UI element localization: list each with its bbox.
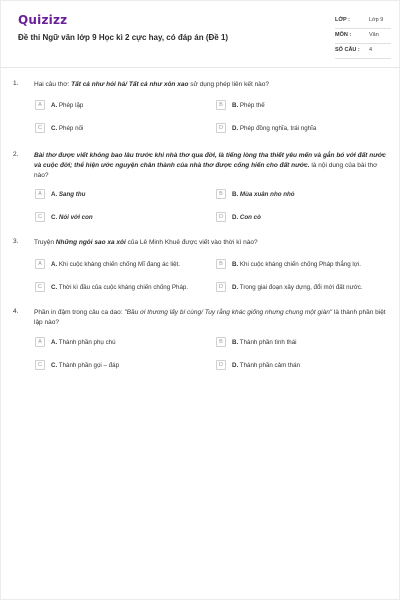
option-value: Trong giai đoạn xây dựng, đổi mới đất nước. (239, 283, 363, 291)
option-value: Khi cuộc kháng chiến chống Mĩ đang ác liệt. (58, 260, 180, 268)
option-c[interactable] (35, 358, 119, 372)
option-value: Phép lặp (58, 101, 84, 109)
option-value: Thành phần cảm thán (239, 361, 300, 369)
option-c[interactable] (35, 280, 188, 294)
option-label: C. (51, 361, 58, 369)
option-label: B. (232, 338, 239, 346)
option-letter-box: B (216, 259, 226, 269)
question-text-emphasis: Những ngôi sao xa xôi (55, 239, 126, 246)
option-letter-box: C (35, 282, 45, 292)
option-letter-box: B (216, 337, 226, 347)
option-letter-box: A (35, 337, 45, 347)
question-text-emphasis: "Bầu ơi thương lấy bí cùng/ Tuy rằng khác giống nhưng chung một giàn" (124, 309, 333, 316)
option-text (51, 339, 116, 346)
option-d[interactable] (216, 210, 261, 224)
option-letter-box: B (216, 189, 226, 199)
option-label: D. (232, 283, 239, 291)
meta-label: MÔN : (335, 32, 352, 38)
meta-row-class (335, 15, 391, 29)
option-a[interactable] (35, 187, 85, 201)
meta-row-count (335, 45, 391, 59)
option-text (232, 261, 361, 268)
worksheet-title: Đề thi Ngữ văn lớp 9 Học kì 2 cực hay, có đáp án (Đề 1) (18, 33, 229, 42)
option-letter-box: C (35, 212, 45, 222)
option-letter-box: A (35, 100, 45, 110)
option-label: D. (232, 361, 239, 369)
meta-value: Văn (369, 32, 379, 38)
option-text (51, 191, 85, 198)
option-letter-box: B (216, 100, 226, 110)
question-text-post: của Lê Minh Khuê được viết vào thời kì nào? (125, 239, 258, 246)
option-text (232, 102, 265, 109)
header-divider (1, 67, 400, 68)
option-text (232, 191, 295, 198)
question-number: 1. (13, 80, 19, 87)
option-value: Thành phần gọi – đáp (58, 361, 120, 369)
option-d[interactable] (216, 358, 300, 372)
option-value: Sang thu (58, 190, 86, 198)
question-text-post: sử dụng phép liên kết nào? (188, 81, 270, 88)
option-label: C. (51, 213, 58, 221)
option-label: A. (51, 338, 58, 346)
option-label: A. (51, 190, 58, 198)
option-letter-box: A (35, 259, 45, 269)
option-text (51, 261, 180, 268)
option-value: Nói với con (58, 213, 93, 221)
meta-label: LỚP : (335, 17, 350, 23)
question-text-emphasis: Bài thơ được viết không bao lâu trước khi nhà thơ qua đời, là tiếng lòng tha thiết yêu mến và gắn bó với đất nước và cuộc đời; thể hiện ước nguyện chân thành của nhà thơ được cống hiến cho đất nước. (34, 152, 386, 169)
option-value: Phép nối (58, 124, 84, 132)
option-value: Phép thế (239, 101, 265, 109)
option-letter-box: D (216, 123, 226, 133)
question-text (34, 308, 389, 328)
option-a[interactable] (35, 257, 180, 271)
option-letter-box: A (35, 189, 45, 199)
option-label: B. (232, 101, 239, 109)
option-b[interactable] (216, 187, 295, 201)
meta-row-subject (335, 30, 391, 44)
option-a[interactable] (35, 335, 116, 349)
option-letter-box: D (216, 212, 226, 222)
option-value: Khi cuộc kháng chiến chống Pháp thắng lợi. (239, 260, 361, 268)
option-label: C. (51, 283, 58, 291)
option-text (51, 125, 83, 132)
option-text (51, 214, 93, 221)
option-label: D. (232, 213, 239, 221)
option-label: B. (232, 260, 239, 268)
question-text-emphasis: Tất cả như hỏi hả/ Tất cả như xôn xao (71, 81, 189, 88)
option-c[interactable] (35, 210, 93, 224)
option-letter-box: D (216, 282, 226, 292)
question-number: 2. (13, 151, 19, 158)
meta-box (335, 15, 391, 60)
option-label: A. (51, 101, 58, 109)
option-label: D. (232, 124, 239, 132)
option-d[interactable] (216, 121, 316, 135)
option-value: Con cò (239, 213, 261, 221)
question-text-post: là thành phần biệt lập nào? (34, 309, 386, 326)
option-value: Thành phần phụ chú (58, 338, 116, 346)
option-text (232, 284, 363, 291)
option-c[interactable] (35, 121, 83, 135)
option-text (232, 214, 261, 221)
option-text (51, 362, 119, 369)
option-value: Thành phần tình thái (239, 338, 297, 346)
option-label: A. (51, 260, 58, 268)
question-text (34, 151, 389, 181)
option-b[interactable] (216, 335, 297, 349)
option-label: C. (51, 124, 58, 132)
meta-value: Lớp 9 (369, 17, 384, 23)
question-text (34, 80, 389, 90)
option-text (51, 284, 188, 291)
quizizz-logo: Quizizz (18, 13, 68, 27)
question-number: 4. (13, 308, 19, 315)
option-a[interactable] (35, 98, 83, 112)
question-text-pre: Phần in đậm trong câu ca dao: (34, 309, 125, 316)
meta-label: SỐ CÂU : (335, 47, 360, 53)
option-b[interactable] (216, 257, 361, 271)
option-text (232, 125, 316, 132)
option-b[interactable] (216, 98, 265, 112)
question-text (34, 238, 389, 248)
option-value: Mùa xuân nho nhỏ (239, 190, 295, 198)
question-text-post: là nội dung của bài thơ nào? (34, 162, 378, 179)
option-text (232, 339, 297, 346)
option-text (51, 102, 83, 109)
option-d[interactable] (216, 280, 363, 294)
option-value: Thời kì đầu của cuộc kháng chiến chống Pháp. (58, 283, 189, 291)
question-number: 3. (13, 238, 19, 245)
meta-value: 4 (369, 47, 373, 53)
option-letter-box: C (35, 123, 45, 133)
option-value: Phép đồng nghĩa, trái nghĩa (239, 124, 317, 132)
option-letter-box: D (216, 360, 226, 370)
option-text (232, 362, 300, 369)
option-label: B. (232, 190, 239, 198)
option-letter-box: C (35, 360, 45, 370)
question-text-pre: Hai câu thơ: (34, 81, 72, 88)
question-text-pre: Truyện (34, 239, 56, 246)
